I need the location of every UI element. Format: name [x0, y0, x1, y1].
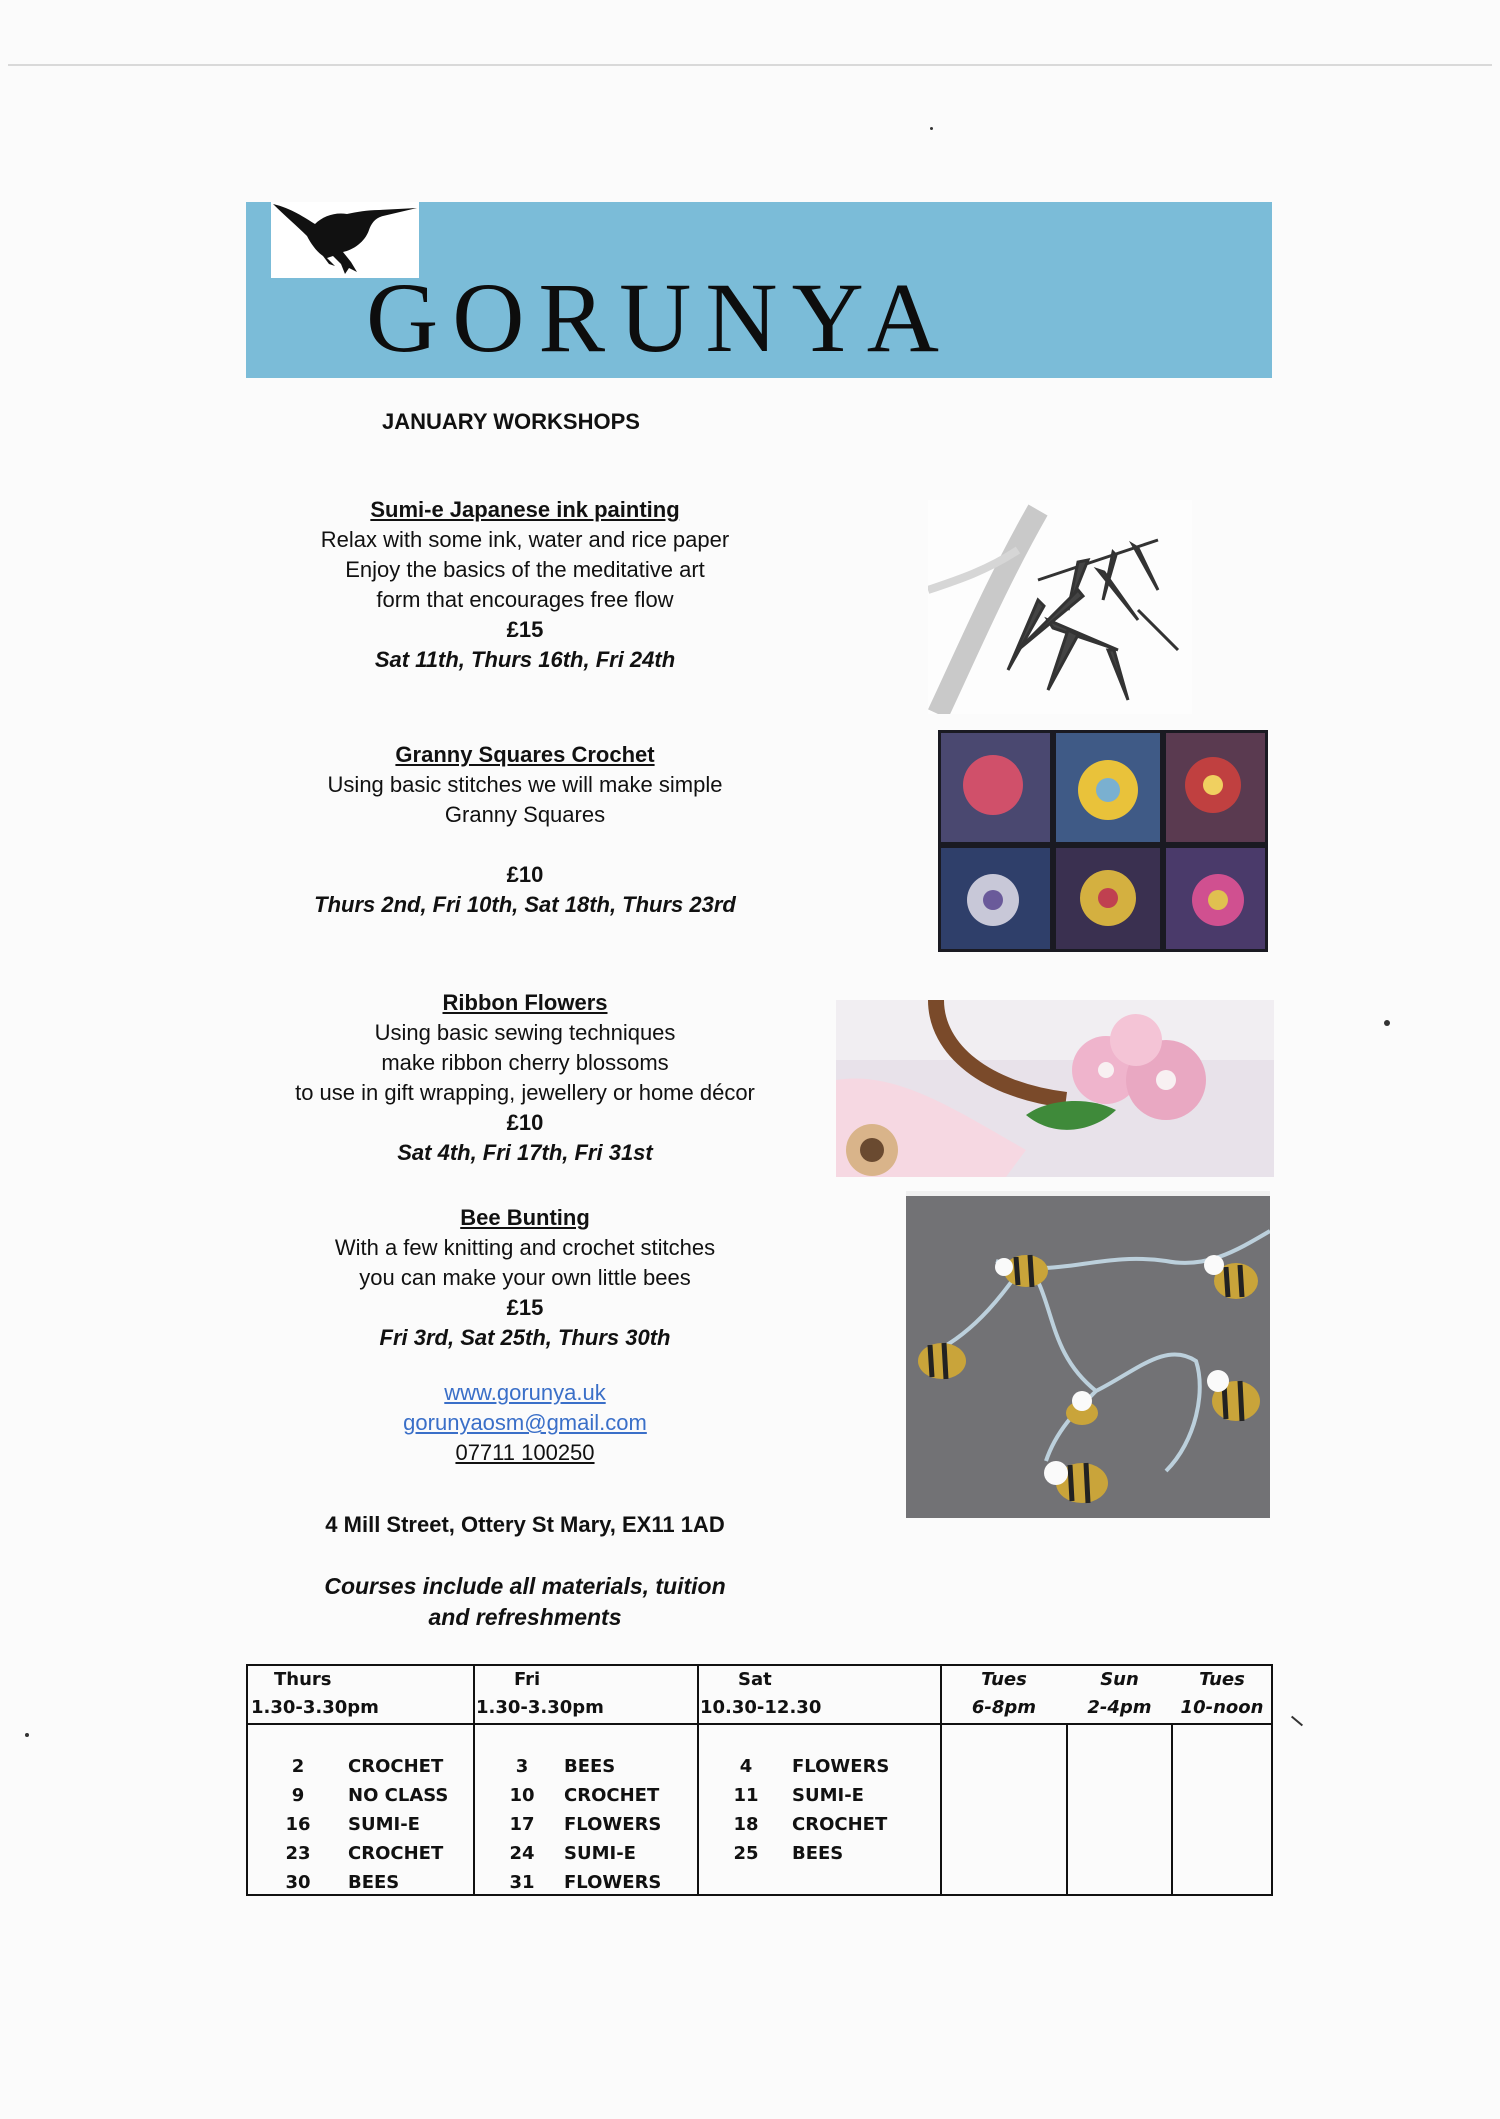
brand-name: GORUNYA: [366, 262, 953, 373]
scan-speck: [25, 1733, 29, 1737]
ribbon-cherry-blossoms-image: [836, 1000, 1274, 1177]
table-divider: [473, 1666, 475, 1894]
workshop-dates: Fri 3rd, Sat 25th, Thurs 30th: [379, 1325, 671, 1350]
workshop-description: make ribbon cherry blossoms: [381, 1050, 669, 1075]
workshop-ribbon-flowers: [250, 988, 800, 1168]
workshop-description: Relax with some ink, water and rice paper: [320, 527, 730, 552]
schedule-row: 2 CROCHET: [291, 1756, 444, 1777]
schedule-row: 3 BEES: [515, 1756, 616, 1777]
column-header-fri: Fri: [514, 1669, 541, 1690]
column-header-tues-morning: Tues 10-noon: [1180, 1669, 1264, 1718]
workshop-granny-squares: [275, 740, 775, 920]
workshop-title: Ribbon Flowers: [442, 990, 608, 1015]
schedule-row: 24 SUMI-E: [509, 1843, 636, 1864]
table-divider: [248, 1723, 1271, 1725]
bamboo-ink-painting-image: [928, 500, 1192, 714]
schedule-row: 30 BEES: [285, 1872, 400, 1893]
schedule-row: 17 FLOWERS: [509, 1814, 662, 1835]
table-divider: [1171, 1723, 1173, 1894]
scan-speck: [1291, 1716, 1303, 1727]
address: 4 Mill Street, Ottery St Mary, EX11 1AD: [325, 1512, 725, 1537]
contact-block: [0, 1378, 1050, 1468]
courses-note-line: Courses include all materials, tuition: [324, 1573, 726, 1599]
workshop-price: £15: [506, 617, 544, 642]
schedule-row: 11 SUMI-E: [733, 1785, 864, 1806]
workshop-bee-bunting: [275, 1203, 775, 1353]
phone-number[interactable]: 07711 100250: [455, 1440, 595, 1465]
column-header-time: 1.30-3.30pm: [476, 1697, 604, 1718]
workshop-description: With a few knitting and crochet stitches: [334, 1235, 716, 1260]
schedule-row: 23 CROCHET: [285, 1843, 444, 1864]
table-divider: [697, 1666, 699, 1894]
schedule-row: 9 NO CLASS: [291, 1785, 449, 1806]
workshop-dates: Sat 11th, Thurs 16th, Fri 24th: [374, 647, 676, 672]
granny-squares-image: [938, 730, 1268, 952]
table-divider: [1066, 1723, 1068, 1894]
column-header-sat: Sat: [738, 1669, 772, 1690]
workshop-description: you can make your own little bees: [359, 1265, 691, 1290]
workshop-dates: Sat 4th, Fri 17th, Fri 31st: [397, 1140, 653, 1165]
column-header-time: 1.30-3.30pm: [251, 1697, 379, 1718]
schedule-table: [246, 1664, 1273, 1896]
workshop-description: Granny Squares: [444, 802, 606, 827]
workshop-title: Bee Bunting: [460, 1205, 590, 1230]
workshop-description: Using basic sewing techniques: [374, 1020, 676, 1045]
workshop-title: Granny Squares Crochet: [395, 742, 655, 767]
schedule-row: 31 FLOWERS: [509, 1872, 662, 1893]
workshop-price: £10: [506, 1110, 544, 1135]
brand-header: [246, 202, 1272, 378]
workshop-price: £15: [506, 1295, 544, 1320]
scan-speck: [930, 127, 933, 130]
schedule-row: 16 SUMI-E: [285, 1814, 420, 1835]
workshop-price: £10: [506, 862, 544, 887]
column-header-tues-evening: Tues 6-8pm: [971, 1669, 1037, 1718]
workshop-sumi-e: [275, 495, 775, 675]
column-header-sun: Sun 2-4pm: [1087, 1669, 1152, 1718]
workshop-dates: Thurs 2nd, Fri 10th, Sat 18th, Thurs 23rd: [314, 892, 736, 917]
email-link[interactable]: gorunyaosm@gmail.com: [403, 1410, 647, 1435]
scan-edge-line: [8, 64, 1492, 66]
website-link[interactable]: www.gorunya.uk: [444, 1380, 606, 1405]
workshop-description: Using basic stitches we will make simple: [327, 772, 723, 797]
courses-note-line: and refreshments: [428, 1604, 622, 1630]
schedule-row: 18 CROCHET: [733, 1814, 888, 1835]
page-heading: JANUARY WORKSHOPS: [382, 409, 640, 434]
scan-speck: [1384, 1020, 1390, 1026]
schedule-row: 10 CROCHET: [509, 1785, 660, 1806]
workshop-description: Enjoy the basics of the meditative art: [345, 557, 705, 582]
workshop-title: Sumi-e Japanese ink painting: [370, 497, 680, 522]
schedule-row: 25 BEES: [733, 1843, 844, 1864]
schedule-row: 4 FLOWERS: [739, 1756, 890, 1777]
column-header-thurs: Thurs: [274, 1669, 332, 1690]
bee-bunting-image: [906, 1191, 1270, 1518]
workshop-description: to use in gift wrapping, jewellery or home décor: [295, 1080, 755, 1105]
column-header-time: 10.30-12.30: [700, 1697, 822, 1718]
courses-note: [0, 1571, 1050, 1633]
workshop-description: form that encourages free flow: [376, 587, 674, 612]
